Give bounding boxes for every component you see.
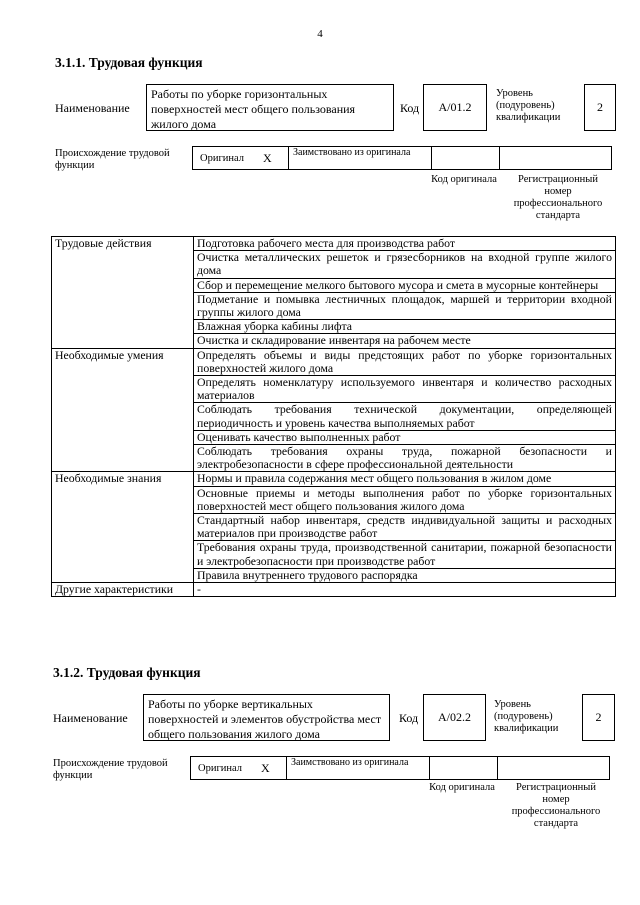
origin-label-2: Происхождение трудовой функции (53, 758, 168, 781)
level-label: Уровень (подуровень) квалификации (496, 88, 561, 123)
name-label-2: Наименование (53, 711, 128, 725)
row-item: Основные приемы и методы выполнения работ по уборке горизонтальных поверхностей мест общего пользования жилого дома (194, 486, 616, 513)
level-value-2: 2 (582, 694, 615, 741)
borrowed-label: Заимствовано из оригинала (293, 147, 411, 158)
row-item: Требования охраны труда, производственной санитарии, пожарной безопасности и электробезопасности при производстве работ (194, 541, 616, 568)
row-item: Подметание и помывка лестничных площадок, маршей и территории входной группы жилого дома (194, 292, 616, 319)
borrowed-label-2: Заимствовано из оригинала (291, 757, 409, 768)
row-category-label: Необходимые умения (52, 348, 194, 472)
page-number: 4 (317, 28, 323, 40)
row-item: Нормы и правила содержания мест общего пользования в жилом доме (194, 472, 616, 486)
original-label-2: Оригинал (198, 763, 242, 774)
original-label: Оригинал (200, 153, 244, 164)
row-item: - (194, 583, 616, 597)
row-item: Очистка и складирование инвентаря на рабочем месте (194, 334, 616, 348)
origin-box (192, 146, 612, 170)
row-item: Соблюдать требования технической документации, определяющей периодичность и уровень качества выполняемых работ (194, 403, 616, 430)
row-category-label: Трудовые действия (52, 237, 194, 349)
original-mark-2: X (261, 761, 270, 775)
origin-code-caption-2: Код оригинала (429, 782, 495, 793)
row-item: Правила внутреннего трудового распорядка (194, 568, 616, 582)
origin-label: Происхождение трудовой функции (55, 148, 170, 171)
table-row (52, 472, 616, 486)
level-value: 2 (584, 84, 616, 131)
row-item: Стандартный набор инвентаря, средств индивидуальной защиты и расходных материалов при производстве работ (194, 514, 616, 541)
original-mark: X (263, 151, 272, 165)
code-label-2: Код (399, 711, 419, 725)
origin-box-2 (190, 756, 610, 780)
reg-number-caption: Регистрационный номер профессионального стандарта (513, 174, 603, 221)
origin-code-caption: Код оригинала (431, 174, 497, 185)
function-name: Работы по уборке горизонтальных поверхностей мест общего пользования жилого дома (146, 84, 394, 131)
code-value-2: A/02.2 (423, 694, 486, 741)
row-item: Определять объемы и виды предстоящих работ по уборке горизонтальных поверхностей жилого дома (194, 348, 616, 375)
function-name-2: Работы по уборке вертикальных поверхностей и элементов обустройства мест общего пользования жилого дома (143, 694, 390, 741)
section-title-2: 3.1.2. Трудовая функция (53, 665, 201, 680)
row-item: Сбор и перемещение мелкого бытового мусора и смета в мусорные контейнеры (194, 278, 616, 292)
code-label: Код (400, 101, 420, 115)
code-value: A/01.2 (423, 84, 487, 131)
table-row (52, 348, 616, 375)
row-item: Определять номенклатуру используемого инвентаря и количество расходных материалов (194, 376, 616, 403)
level-label-2: Уровень (подуровень) квалификации (494, 699, 559, 734)
row-item: Влажная уборка кабины лифта (194, 320, 616, 334)
reg-number-caption-2: Регистрационный номер профессионального стандарта (511, 782, 601, 829)
row-category-label: Необходимые знания (52, 472, 194, 583)
labor-function-table (51, 236, 616, 597)
row-item: Очистка металлических решеток и грязесборников на входной группе жилого дома (194, 251, 616, 278)
row-item: Соблюдать требования охраны труда, пожарной безопасности и электробезопасности в сфере профессиональной деятельности (194, 445, 616, 472)
table-row (52, 583, 616, 597)
name-label: Наименование (55, 101, 130, 115)
table-row (52, 237, 616, 251)
row-category-label: Другие характеристики (52, 583, 194, 597)
section-title: 3.1.1. Трудовая функция (55, 55, 203, 70)
row-item: Оценивать качество выполненных работ (194, 430, 616, 444)
row-item: Подготовка рабочего места для производства работ (194, 237, 616, 251)
